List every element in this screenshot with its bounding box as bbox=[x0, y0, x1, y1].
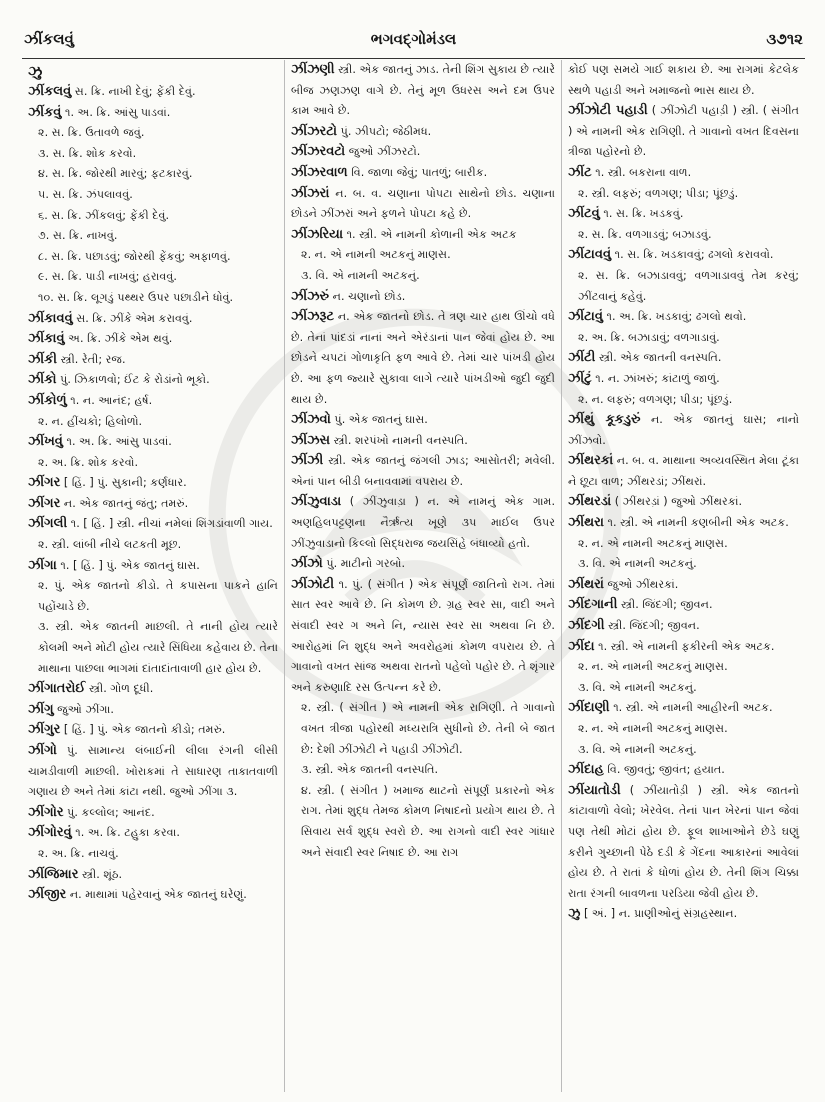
dictionary-entry bbox=[28, 370, 278, 391]
dictionary-entry bbox=[291, 225, 555, 246]
definition-text: ૪. સ્ત્રી. ( સંગીત ) ખમાજ થાટનો સંપૂર્ણ પ્રકારનો એક રાગ. તેમાં શુદ્ધ તેમજ કોમળ નિષાદનો પ્રયોગ થાય છે. તે સિવાય સર્વ શુદ્ધ સ્વરો છે. આ રાગનો વાદી સ્વર ગાંધાર અને સંવાદી સ્વર નિષાદ છે. આ રાગ bbox=[301, 783, 555, 859]
dictionary-entry bbox=[568, 492, 799, 513]
definition-text: વિ. જીવતું; જીવંત; હયાત. bbox=[603, 763, 725, 777]
definition-text: સ્ત્રી. એક જાતનું ઝાડ. તેની શિંગ સુકાય છે ત્યારે બીજ ઝણઝણ વાગે છે. તેનું મૂળ ઉધરસ અને દમ ઉપર કામ આવે છે. bbox=[291, 63, 555, 118]
dictionary-entry bbox=[568, 60, 799, 101]
headword: ઝીંકો bbox=[28, 372, 57, 388]
definition-text: ૧. ન. ઝાંખરું; કાંટાળું જાળું. bbox=[591, 371, 720, 385]
headword: ઝીંગર bbox=[28, 495, 61, 511]
definition-text: ન. માથામાં પહેરવાનું એક જાતનું ઘરેણું. bbox=[66, 888, 247, 902]
definition-text: સ્ત્રી. ગોળ દૂધી. bbox=[85, 682, 154, 696]
headword: ઝીંઝરાં bbox=[291, 185, 330, 201]
definition-text: ૧. [ હિં. ] સ્ત્રી. નીચાં નમેલાં શિંગડાંવાળી ગાય. bbox=[67, 517, 273, 531]
definition-text: ૧. સ્ત્રી. એ નામની કણબીની એક અટક. bbox=[604, 516, 789, 530]
header-first-word: ઝીંકલવું bbox=[24, 30, 74, 48]
definition-text: સ્ત્રી. જિંદગી; જીવન. bbox=[617, 598, 713, 612]
definition-text: સ્ત્રી. એક જાતનું જંગલી ઝાડ; આસોતરી; મવેલી. એનાં પાન બીડી બનાવવામાં વપરાય છે. bbox=[291, 454, 555, 488]
headword: ઝીંદાહ bbox=[568, 762, 604, 778]
dictionary-entry bbox=[291, 142, 555, 163]
sense-line bbox=[568, 390, 799, 411]
definition-text: સ્ત્રી. શરપંખો નામની વનસ્પતિ. bbox=[330, 433, 468, 447]
headword: ઝીંગર bbox=[28, 475, 61, 491]
section-letter bbox=[28, 60, 278, 82]
dictionary-columns bbox=[22, 60, 805, 1092]
headword: ઝીંથરાં bbox=[568, 576, 604, 592]
dictionary-entry bbox=[291, 307, 555, 410]
dictionary-entry bbox=[568, 616, 799, 637]
dictionary-entry bbox=[28, 432, 278, 453]
dictionary-entry bbox=[291, 184, 555, 225]
headword: ઝીંખવું bbox=[28, 434, 63, 450]
dictionary-entry bbox=[568, 637, 799, 658]
definition-text: ૪. સ. ક્રિ. જોરથી મારવું; ફટકારવું. bbox=[38, 167, 193, 181]
headword: ઝીંદા bbox=[568, 638, 595, 654]
definition-text: પું. ઝિકાળવો; ઈંટ કે રોડાંનો ભૂકો. bbox=[56, 373, 210, 387]
headword: ઝીંકવું bbox=[28, 104, 62, 120]
headword: ઝીંઝુવાડા bbox=[291, 494, 342, 510]
dictionary-entry bbox=[291, 60, 555, 122]
sense-line bbox=[28, 144, 278, 165]
definition-text: સ્ત્રી. જિંદગી; જીવન. bbox=[604, 619, 700, 633]
headword: ઝીંયાતોડી bbox=[568, 782, 621, 798]
dictionary-entry bbox=[291, 122, 555, 143]
sense-line bbox=[28, 164, 278, 185]
definition-text: [ હિં. ] પું. સુકાની; કર્ણધાર. bbox=[60, 476, 187, 490]
definition-text: ૧. સ. ક્રિ. ખડકવું. bbox=[599, 207, 684, 221]
definition-text: ન. બ. વ. ચણાના પોપટા સાથેનો છોડ. ચણાના છોડને ઝીંઝરાં અને ફળને પોપટા કહે છે. bbox=[291, 186, 555, 221]
definition-text: ૧૦. સ. ક્રિ. લૂગડું પથ્થર ઉપર પછાડીને ધોવું. bbox=[38, 290, 234, 304]
headword: ઝીંઝરટો bbox=[291, 123, 338, 139]
dictionary-entry bbox=[28, 514, 278, 535]
sense-line bbox=[568, 534, 799, 555]
dictionary-entry bbox=[568, 410, 799, 451]
headword: ઝીંકી bbox=[28, 351, 58, 367]
dictionary-entry bbox=[28, 700, 278, 721]
definition-text: ૧. ન. આનંદ; હર્ષ. bbox=[66, 393, 153, 407]
definition-text: ૨. અ. ક્રિ. બઝાડાવું; વળગાડાવું. bbox=[578, 330, 720, 344]
definition-text: ૧. અ. ક્રિ. આંસુ પાડવાં. bbox=[61, 105, 171, 119]
sense-line bbox=[291, 760, 555, 781]
definition-text: ન. ચણાનો છોડ. bbox=[329, 289, 406, 303]
definition-text: સ્ત્રી. રેતી; રજ. bbox=[57, 352, 126, 366]
headword: ઝીંકાવું bbox=[28, 331, 65, 347]
headword: ઝીંકલવું bbox=[28, 84, 72, 99]
definition-text: ૩. સ્ત્રી. એક જાતની વનસ્પતિ. bbox=[301, 763, 439, 777]
sense-line bbox=[28, 453, 278, 474]
headword: ઝીંઝણી bbox=[291, 62, 335, 77]
sense-line bbox=[291, 698, 555, 760]
headword: ઝીંગાતરોઈ bbox=[28, 681, 86, 697]
definition-text: ૨. સ્ત્રી. લાંબી નીચે લટકતી મૂછ. bbox=[38, 538, 182, 552]
sense-line bbox=[568, 328, 799, 349]
definition-text: [ હિં. ] પું. એક જાતનો કીડો; તમરું. bbox=[60, 723, 226, 737]
definition-text: ૧. સ્ત્રી. એ નામની આહીરની અટક. bbox=[609, 701, 773, 715]
definition-text: ૨. પું. એક જાતનો કીડો. તે કપાસના પાકને હાનિ પહોંચાડે છે. bbox=[38, 579, 278, 613]
dictionary-entry bbox=[291, 163, 555, 184]
sense-line bbox=[28, 185, 278, 206]
dictionary-entry bbox=[291, 554, 555, 575]
definition-text: પું. કલ્લોલ; આનંદ. bbox=[63, 805, 155, 819]
definition-text: સ્ત્રી. શૂંઠ. bbox=[78, 867, 123, 881]
sense-line bbox=[291, 245, 555, 266]
definition-text: ૧. અ. ક્રિ. ખડકાવું; ઢગલો થવો. bbox=[602, 310, 747, 324]
dictionary-entry bbox=[28, 741, 278, 803]
definition-text: પું. માટીનો ગરબો. bbox=[322, 557, 406, 571]
headword: ઝીંટવું bbox=[568, 206, 600, 222]
dictionary-entry bbox=[568, 369, 799, 390]
definition-text: ૧. [ હિં. ] પું. એક જાતનું ઘાસ. bbox=[56, 558, 200, 572]
definition-text: ૮. સ. ક્રિ. પછાડવું; જોરથી ફેંકવું; અફાળવું. bbox=[38, 249, 231, 263]
dictionary-entry bbox=[568, 698, 799, 719]
headword: ઝીંગોર bbox=[28, 804, 64, 820]
sense-line bbox=[28, 288, 278, 309]
definition-text: સ. ક્રિ. ઝીંકે એમ કરાવવું. bbox=[72, 311, 193, 325]
headword: ઝીંટી bbox=[568, 350, 596, 366]
dictionary-entry bbox=[28, 350, 278, 371]
definition-text: ન. એક જાતનો છોડ. તે ત્રણ ચાર હાથ ઊંચો વધે છે. તેનાં પાંદડાં નાનાં અને એરંડાનાં પાન જેવાં હોય છે. આ છોડને ચપટાં ગોળાકૃતિ ફળ આવે છે. તેમાં ચાર પાંખડી હોય છે. આ ફળ જ્યારે સુકાવા લાગે ત્યારે પાંખડીઓ જુદી જુદી થાય છે. bbox=[291, 310, 555, 406]
sense-line bbox=[568, 184, 799, 205]
headword: ઝીંગલી bbox=[28, 516, 68, 532]
headword: ઝીંઝોટી પહાડી bbox=[568, 103, 648, 119]
definition-text: ( ઝીંથરડ઼ાં ) જુઓ ઝીંથરકાં. bbox=[611, 495, 743, 509]
definition-text: પું. ઝીપટો; જેઠીમધ. bbox=[337, 124, 432, 138]
dictionary-entry bbox=[291, 575, 555, 699]
column-middle bbox=[284, 60, 562, 1092]
sense-line bbox=[28, 844, 278, 865]
definition-text: વિ. જાળા જેવું; પાતળું; બારીક. bbox=[347, 165, 488, 179]
definition-text: સ. ક્રિ. નાખી દેવું; ફેંકી દેવું. bbox=[71, 85, 196, 98]
headword: ઝીંગા bbox=[28, 557, 57, 573]
headword: ઝીંઝવો bbox=[291, 412, 331, 428]
dictionary-entry bbox=[568, 307, 799, 328]
definition-text: અ. ક્રિ. ઝીંકે એમ થવું. bbox=[64, 332, 173, 346]
headword: ઝીંઝરવટો bbox=[291, 144, 346, 160]
definition-text: [ અં. ] ન. પ્રાણીઓનું સંગ્રહસ્થાન. bbox=[580, 907, 738, 921]
definition-text: ૧. પું. ( સંગીત ) એક સંપૂર્ણ જાતિનો રાગ. તેમાં સાત સ્વર આવે છે. નિ કોમળ છે. ગ્રહ સ્વર સા, વાદી અને સંવાદી સ્વર ગ અને નિ, ન્યાસ સ્વર સા અથવા નિ છે. આરોહમાં નિ શુદ્ધ અને અવરોહમાં કોમળ વપરાય છે. તે ગાવાનો વખત સાંજ અથવા રાતનો પહેલો પહોર છે. તે શૃંગાર અને કરુણાદિ રસ ઉત્પન્ન કરે છે. bbox=[291, 577, 555, 694]
dictionary-entry bbox=[291, 492, 555, 554]
sense-line bbox=[291, 266, 555, 287]
definition-text: ૨. ન. એ નામની અટકનું માણસ. bbox=[301, 248, 451, 262]
headword: ઝીંઝરવાળ bbox=[291, 164, 348, 180]
header-title: ભગવદ્ગોમંડલ bbox=[370, 30, 457, 48]
sense-line bbox=[291, 781, 555, 863]
dictionary-entry bbox=[568, 204, 799, 225]
headword: ઝીંઝી bbox=[291, 453, 324, 469]
sense-line bbox=[28, 576, 278, 617]
dictionary-entry bbox=[28, 823, 278, 844]
definition-text: ૨. સ્ત્રી. ( સંગીત ) એ નામની એક રાગિણી. તે ગાવાનો વખત ત્રીજા પહોરથી મધ્યરાત્રિ સુધીનો છે. તેની બે જાત છે: દેશી ઝીંઝોટી ને પહાડી ઝીંઝોટી. bbox=[301, 701, 555, 756]
definition-text: ૨. સ. ક્રિ. ઉતાવળે જવું. bbox=[38, 126, 145, 140]
headword: ઝુ bbox=[568, 906, 581, 922]
definition-text: ૩. વિ. એ નામની અટકનું. bbox=[301, 268, 420, 282]
dictionary-entry bbox=[568, 163, 799, 184]
column-right bbox=[562, 60, 805, 1092]
headword: ઝીંકાવવું bbox=[28, 310, 73, 326]
definition-text: ૧. અ. ક્રિ. આંસુ પાડવાં. bbox=[62, 435, 172, 449]
headword: ઝીંદગી bbox=[568, 618, 605, 634]
dictionary-entry bbox=[568, 513, 799, 534]
dictionary-entry bbox=[568, 760, 799, 781]
sense-line bbox=[28, 226, 278, 247]
definition-text: ૨. ન. લફરું; વળગણ; પીડા; પૂંછડું. bbox=[578, 392, 733, 406]
headword: ઝીંજિમાર bbox=[28, 866, 79, 882]
dictionary-entry bbox=[28, 556, 278, 577]
page-number: ૩૭૧૨ bbox=[766, 30, 803, 48]
definition-text: ૨. ન. હીંચકો; હિલોળો. bbox=[38, 414, 143, 428]
dictionary-entry bbox=[568, 348, 799, 369]
definition-text: ન. એક જાતનું જંતુ; તમરું. bbox=[60, 496, 189, 510]
definition-text: કોઈ પણ સમયે ગાઈ શકાય છે. આ રાગમાં કેટલેક સ્થળે પહાડી અને ખમાજનો ભાસ થાય છે. bbox=[568, 63, 799, 97]
headword: ઝીંઝરિયા bbox=[291, 226, 344, 242]
sense-line bbox=[28, 247, 278, 268]
dictionary-entry bbox=[28, 473, 278, 494]
definition-text: ૨. ન. એ નામની અટકનું માણસ. bbox=[578, 660, 728, 674]
definition-text: ૧. સ. ક્રિ. ખડકાવવું; ઢગલો કરાવવો. bbox=[611, 248, 774, 262]
definition-text: ૧. સ્ત્રી. એ નામની કોળાની એક અટક bbox=[343, 227, 517, 241]
definition-text: ન. બ. વ. માથાના અવ્યવસ્થિત મેલા ટૂંકા ને છૂટા વાળ; ઝીંથરડાં; ઝીંથરાં. bbox=[568, 454, 799, 488]
dictionary-entry bbox=[28, 803, 278, 824]
sense-line bbox=[568, 266, 799, 307]
definition-text: જુઓ ઝીંગા. bbox=[53, 702, 114, 716]
definition-text: ૩. સ. ક્રિ. શોક કરવો. bbox=[38, 146, 137, 160]
headword: ઝીંઝો bbox=[291, 556, 323, 572]
dictionary-entry bbox=[568, 781, 799, 905]
definition-text: ન. એક જાતનું ઘાસ; નાનો ઝીંઝવો. bbox=[568, 413, 799, 447]
sense-line bbox=[568, 225, 799, 246]
headword: ઝીંઝરું bbox=[291, 288, 330, 304]
sense-line bbox=[28, 206, 278, 227]
definition-text: ૨. સ. ક્રિ. બઝાડાવવું; વળગાડાવવું તેમ કરવું; ઝીંટવાનું કહેવું. bbox=[578, 268, 799, 303]
dictionary-entry bbox=[291, 287, 555, 308]
definition-text: ૩. વિ. એ નામની અટકનું. bbox=[578, 742, 697, 756]
headword: ઝીંથરડાં bbox=[568, 494, 612, 510]
definition-text: જુઓ ઝીંઝરટો. bbox=[345, 145, 421, 159]
dictionary-entry bbox=[28, 865, 278, 886]
dictionary-entry bbox=[28, 82, 278, 103]
dictionary-entry bbox=[568, 904, 799, 925]
sense-line bbox=[28, 412, 278, 433]
dictionary-entry bbox=[28, 494, 278, 515]
dictionary-entry bbox=[568, 101, 799, 163]
headword: ઝીંટાવું bbox=[568, 309, 603, 325]
sense-line bbox=[568, 657, 799, 678]
headword: ઝીંજીર bbox=[28, 887, 67, 903]
definition-text: ( ઝીંઝુવાડ઼ા ) ન. એ નામનું એક ગામ. અણહિલપટ્ટણના નૈર્ઋત્ય ખૂણે ૩૫ માઈલ ઉપર ઝીંઝુવાડાનો કિલ્લો સિદ્ધરાજ જયસિંહે બંધાવ્યો હતો. bbox=[291, 495, 555, 550]
dictionary-entry bbox=[28, 720, 278, 741]
sense-line bbox=[28, 123, 278, 144]
definition-text: પું. એક જાતનું ઘાસ. bbox=[330, 413, 428, 427]
headword: ઝીંગુર bbox=[28, 722, 61, 738]
definition-text: ( ઝીંયાતોડ઼ી ) સ્ત્રી. એક જાતનો કાંટાવાળો વેલો; ખેરવેલ. તેનાં પાન ખેરનાં પાન જેવાં પણ તેથી મોટાં હોય છે. ફૂલ શાખાઓને છેડે ઘણું કરીને ગુચ્છાની પેઠે દડી કે ગેંદના આકારનાં આવેલાં હોય છે. તે રાતાં કે ધોળાં હોય છે. તેની શિંગ ચિક્કા રાતા રંગની બાવળના પરડિયા જેવી હોય છે. bbox=[568, 783, 799, 900]
headword: ઝીંથરકાં bbox=[568, 453, 614, 469]
definition-text: ૫. સ. ક્રિ. ઝંપલાવવું. bbox=[38, 187, 133, 201]
definition-text: ૧. અ. ક્રિ. ટહુકા કરવા. bbox=[71, 826, 180, 840]
dictionary-entry bbox=[28, 329, 278, 350]
dictionary-entry bbox=[568, 595, 799, 616]
sense-line bbox=[28, 535, 278, 556]
headword: ઝીંથું કૂકડુરું bbox=[568, 412, 641, 428]
dictionary-entry bbox=[291, 451, 555, 492]
sense-line bbox=[28, 617, 278, 679]
headword: ઝીંઝરૂટ bbox=[291, 309, 335, 325]
definition-text: ૭. સ. ક્રિ. નાખવું. bbox=[38, 229, 118, 243]
definition-text: ૨. સ. ક્રિ. વળગાડવું; બઝાડવું. bbox=[578, 227, 712, 241]
dictionary-entry bbox=[568, 451, 799, 492]
definition-text: ૨. અ. ક્રિ. શોક કરવો. bbox=[38, 455, 139, 469]
sense-line bbox=[568, 719, 799, 740]
dictionary-entry bbox=[28, 679, 278, 700]
definition-text: ઝુ bbox=[28, 62, 43, 80]
headword: ઝીંગોરવું bbox=[28, 825, 72, 841]
dictionary-entry bbox=[291, 431, 555, 452]
dictionary-entry bbox=[28, 309, 278, 330]
sense-line bbox=[568, 554, 799, 575]
definition-text: ૯. સ. ક્રિ. પાડી નાખવું; હરાવવું. bbox=[38, 270, 177, 284]
sense-line bbox=[28, 267, 278, 288]
dictionary-entry bbox=[28, 103, 278, 124]
headword: ઝીંગો bbox=[28, 743, 57, 758]
headword: ઝીંઝસ bbox=[291, 432, 331, 448]
sense-line bbox=[568, 740, 799, 761]
page-header bbox=[24, 30, 803, 54]
dictionary-entry bbox=[28, 391, 278, 412]
definition-text: સ્ત્રી. એક જાતની વનસ્પતિ. bbox=[595, 351, 722, 365]
definition-text: પું. સામાન્ય લંબાઈની લીલા રંગની લીસી ચામડીવાળી માછલી. ખોરાકમાં તે સાધારણ તાકાતવાળી ગણાય છે અને તેમાં કાંટા નથી. જુઓ ઝીંગા ૩. bbox=[28, 744, 278, 799]
definition-text: ૨. ન. એ નામની અટકનું માણસ. bbox=[578, 722, 728, 735]
sense-line bbox=[568, 678, 799, 699]
headword: ઝીંદગાની bbox=[568, 597, 618, 613]
definition-text: ૨. અ. ક્રિ. નાચવું. bbox=[38, 846, 119, 860]
dictionary-entry bbox=[568, 575, 799, 596]
headword: ઝીંકોળું bbox=[28, 392, 67, 408]
column-left bbox=[22, 60, 284, 1092]
definition-text: ૧. સ્ત્રી. બકરાના વાળ. bbox=[591, 165, 692, 179]
headword: ઝીંટ bbox=[568, 164, 592, 180]
headword: ઝીંટાવવું bbox=[568, 247, 612, 263]
headword: ઝીંઝોટી bbox=[291, 576, 335, 592]
definition-text: ૧. સ્ત્રી. એ નામની ફકીરની એક અટક. bbox=[594, 639, 775, 653]
dictionary-entry bbox=[28, 885, 278, 906]
dictionary-entry bbox=[291, 410, 555, 431]
definition-text: જુઓ ઝીંથરકાં. bbox=[604, 577, 679, 591]
definition-text: ૨. સ્ત્રી. લફરું; વળગણ; પીડા; પૂંછડું. bbox=[578, 186, 739, 200]
definition-text: ૩. સ્ત્રી. એક જાતની માછલી. તે નાની હોય ત્યારે કોલમી અને મોટી હોય ત્યારે સિંધિયા કહેવાય છે. તેના માથાના પાછલા ભાગમાં દાંતાદાંતાવાળી હાર હોય છે. bbox=[38, 620, 278, 675]
headword: ઝીંટું bbox=[568, 370, 592, 386]
headword: ઝીંદાણી bbox=[568, 700, 610, 716]
definition-text: ૨. ન. એ નામની અટકનું માણસ. bbox=[578, 536, 728, 550]
dictionary-entry bbox=[568, 245, 799, 266]
definition-text: ( ઝીંઝોટી પહાડ઼ી ) સ્ત્રી. ( સંગીત ) એ નામની એક રાગિણી. તે ગાવાનો વખત દિવસના ત્રીજા પહોરનો છે. bbox=[568, 104, 799, 159]
definition-text: ૩. વિ. એ નામની અટકનું. bbox=[578, 557, 697, 571]
definition-text: ૬. સ. ક્રિ. ઝીંકલવું; ફેંકી દેવું. bbox=[38, 208, 170, 222]
definition-text: ૩. વિ. એ નામની અટકનું. bbox=[578, 680, 697, 694]
headword: ઝીંગુ bbox=[28, 701, 54, 717]
headword: ઝીંથરા bbox=[568, 515, 604, 531]
header-rule bbox=[22, 58, 805, 59]
